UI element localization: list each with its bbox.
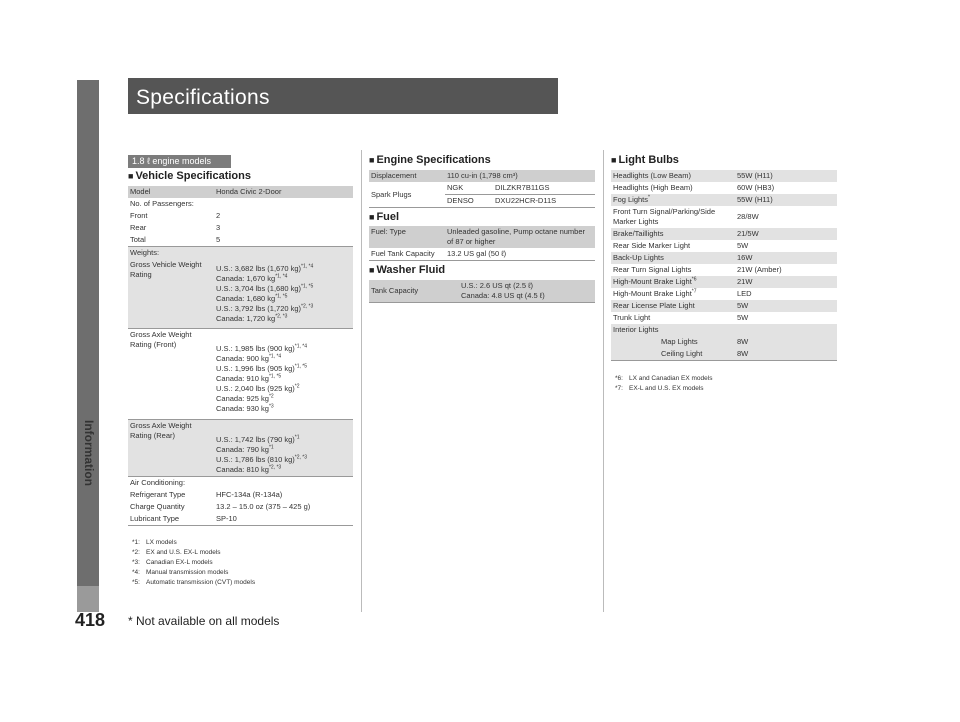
- gawr-front-values: U.S.: 1,985 lbs (900 kg)$^{*1, *4}$ Canada: 900 $kg^{*1, *4}$ U.S.: 1,996 lbs (905 kg)$^{*1, *5}$ Canada: 910 $kg^{*1, *5}$ U.S.: 2,040 lbs (925 kg)$^{*2}$ Canada: 925 $kg^{*2}$ Canada: 930 $kg^{*3}$: [214, 329, 353, 420]
- square-bullet-icon: ■: [369, 155, 375, 165]
- table-header-cell: Honda Civic 2-Door: [214, 186, 353, 198]
- vehicle-spec-heading: ■ Vehicle Specifications: [128, 170, 251, 182]
- table-row: Brake/Taillights 21/5W: [611, 228, 837, 240]
- table-row: Trunk Light 5W: [613, 313, 749, 322]
- title-bar: [128, 78, 558, 114]
- table-row: Rear Side Marker Light 5W: [613, 241, 749, 250]
- column-divider: [361, 150, 362, 612]
- availability-note: * Not available on all models: [128, 614, 280, 628]
- table-row: Weights:: [128, 247, 353, 260]
- table-row: Fuel: Type Unleaded gasoline, Pump octane number of 87 or higher: [369, 226, 595, 248]
- gvw-values: U.S.: 3,682 lbs (1,670 kg)$^{*1, *4}$ Canada: 1,670 $kg^{*1, *4}$ U.S.: 3,704 lbs (1,680 kg)$^{*1, *5}$ Canada: 1,680 $kg^{*1, *5}$ U.S.: 3,792 lbs (1,720 kg)$^{*2, *3}$ Canada: 1,720 $kg^{*2, *3}$: [214, 259, 353, 329]
- square-bullet-icon: ■: [128, 171, 134, 181]
- table-row: Rear License Plate Light 5W: [611, 300, 837, 312]
- table-row: Fog Lights* 55W (H11): [611, 194, 837, 206]
- table-row: DENSO DXU22HCR-D11S: [369, 195, 595, 208]
- table-row: Gross Axle Weight Rating (Rear) U.S.: 1,742 lbs (790 kg)$^{*1}$ Canada: 790 $kg^{*1}$ U.S.: 1,786 lbs (810 kg)$^{*2, *3}$ Canada: 810 $kg^{*2, *3}$: [128, 420, 353, 477]
- square-bullet-icon: ■: [369, 212, 375, 222]
- fuel-heading: ■ Fuel: [369, 211, 400, 223]
- table-row: Displacement 110 cu-in (1,798 cm³): [369, 170, 595, 182]
- bulb-footnotes: [615, 374, 712, 394]
- column-divider: [603, 150, 604, 612]
- side-section-label: Information: [82, 420, 96, 486]
- table-row: Air Conditioning:: [130, 478, 186, 487]
- table-row: Lubricant Type SP-10: [128, 513, 353, 526]
- table-row: High-Mount Brake Light$^{*7}$ LED: [613, 288, 752, 298]
- square-bullet-icon: ■: [611, 155, 617, 165]
- footnote: *2: EX and U.S. EX-L models: [132, 549, 221, 556]
- table-row: Fuel Tank Capacity 13.2 US gal (50 ℓ): [369, 248, 595, 261]
- table-row: Refrigerant Type HFC-134a (R-134a): [130, 490, 283, 499]
- side-tab-bar-bottom: [77, 586, 99, 612]
- table-row: Headlights (Low Beam) 55W (H11): [611, 170, 837, 182]
- table-row: Gross Vehicle Weight Rating U.S.: 3,682 lbs (1,670 kg)$^{*1, *4}$ Canada: 1,670 $kg^{*1, *4}$ U.S.: 3,704 lbs (1,680 kg)$^{*1, *5}$ Canada: 1,680 $kg^{*1, *5}$ U.S.: 3,792 lbs (1,720 kg)$^{*2, *3}$ Canada: 1,720 $kg^{*2, *3}$: [128, 259, 353, 329]
- vehicle-spec-table: [128, 186, 353, 526]
- engine-spec-table: [369, 170, 595, 208]
- table-row: Gross Axle Weight Rating (Front) U.S.: 1,985 lbs (900 kg)$^{*1, *4}$ Canada: 900 $kg^{*1, *4}$ U.S.: 1,996 lbs (905 kg)$^{*1, *5}$ Canada: 910 $kg^{*1, *5}$ U.S.: 2,040 lbs (925 kg)$^{*2}$ Canada: 925 $kg^{*2}$ Canada: 930 $kg^{*3}$: [128, 329, 353, 420]
- table-row: Interior Lights: [611, 324, 837, 336]
- engine-spec-heading: ■ Engine Specifications: [369, 154, 491, 166]
- table-row: Map Lights 8W: [611, 336, 837, 348]
- gawr-rear-values: U.S.: 1,742 lbs (790 kg)$^{*1}$ Canada: 790 $kg^{*1}$ U.S.: 1,786 lbs (810 kg)$^{*2, *3}$ Canada: 810 $kg^{*2, *3}$: [214, 420, 353, 477]
- table-row: Back-Up Lights 16W: [611, 252, 837, 264]
- table-row: High-Mount Brake Light$^{*6}$ 21W: [611, 276, 837, 288]
- footnote: *5: Automatic transmission (CVT) models: [132, 579, 256, 586]
- vehicle-footnotes: [132, 538, 255, 588]
- table-row: Spark Plugs NGK DILZKR7B11GS: [369, 182, 595, 195]
- light-bulbs-heading: ■ Light Bulbs: [611, 154, 679, 166]
- table-row: Total 5: [128, 234, 353, 247]
- footnote: *1: LX models: [132, 539, 177, 546]
- table-row: Front 2: [130, 211, 221, 220]
- footnote: *3: Canadian EX-L models: [132, 559, 213, 566]
- table-row: Ceiling Light 8W: [611, 348, 837, 361]
- footnote: *7: EX-L and U.S. EX models: [615, 385, 704, 392]
- washer-heading: ■ Washer Fluid: [369, 264, 446, 276]
- page-number: 418: [75, 610, 106, 630]
- table-row: Rear 3: [130, 223, 221, 232]
- table-row: Tank Capacity U.S.: 2.6 US qt (2.5 ℓ) Canada: 4.8 US qt (4.5 ℓ): [369, 280, 595, 303]
- table-row: Rear Turn Signal Lights 21W (Amber): [613, 265, 782, 274]
- footnote: *6: LX and Canadian EX models: [615, 375, 713, 382]
- footnote: *4: Manual transmission models: [132, 569, 229, 576]
- fuel-table: [369, 226, 595, 261]
- table-row: Headlights (High Beam) 60W (HB3): [613, 183, 775, 192]
- washer-table: [369, 280, 595, 303]
- table-header-cell: Model: [128, 186, 214, 198]
- engine-model-badge: 1.8 ℓ engine models: [128, 155, 231, 168]
- light-bulbs-table: [611, 170, 837, 361]
- table-row: Front Turn Signal/Parking/Side Marker Lights 28/8W: [613, 207, 759, 226]
- table-header-row: [128, 186, 353, 198]
- square-bullet-icon: ■: [369, 265, 375, 275]
- table-row: Charge Quantity 13.2 – 15.0 oz (375 – 425 g): [130, 502, 311, 511]
- page-title: Specifications: [136, 86, 270, 109]
- table-row: No. of Passengers:: [130, 199, 194, 208]
